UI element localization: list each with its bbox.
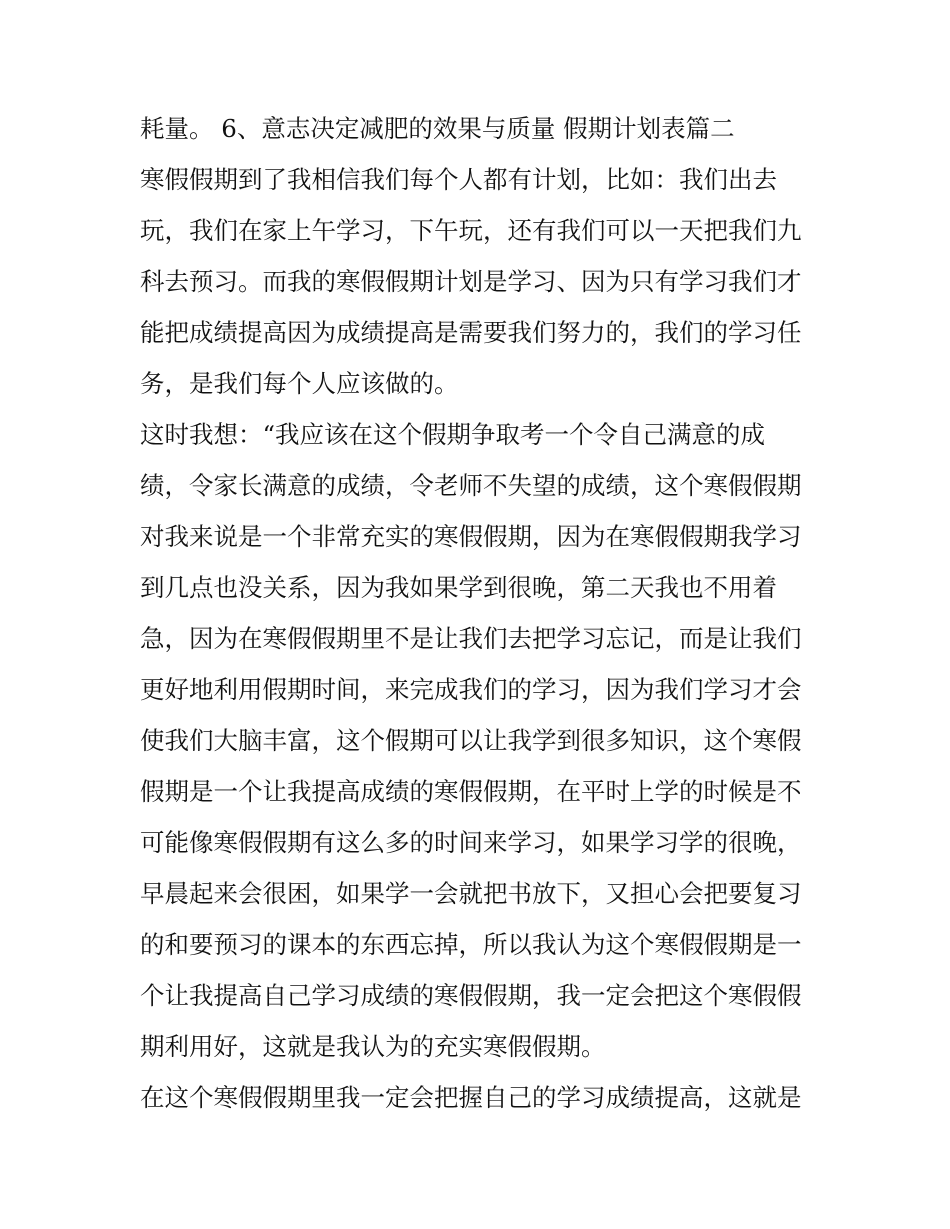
text-line: 早晨起来会很困，如果学一会就把书放下，又担心会把要复习	[140, 879, 802, 908]
text-line: 玩，我们在家上午学习，下午玩，还有我们可以一天把我们九	[140, 216, 802, 245]
text-line: 个让我提高自己学习成绩的寒假假期，我一定会把这个寒假假	[140, 981, 802, 1010]
text-line: 科去预习。而我的寒假假期计划是学习、因为只有学习我们才	[140, 267, 802, 296]
text-line: 这时我想：“我应该在这个假期争取考一个令自己满意的成	[140, 420, 766, 449]
text-line: 能把成绩提高因为成绩提高是需要我们努力的，我们的学习任	[140, 318, 802, 347]
text-line: 的和要预习的课本的东西忘掉，所以我认为这个寒假假期是一	[140, 930, 802, 959]
text-line: 期利用好，这就是我认为的充实寒假假期。	[140, 1032, 606, 1061]
text-line: 绩，令家长满意的成绩，令老师不失望的成绩，这个寒假假期	[140, 471, 802, 500]
text-line: 假期是一个让我提高成绩的寒假假期，在平时上学的时候是不	[140, 777, 802, 806]
text-line: 更好地利用假期时间，来完成我们的学习，因为我们学习才会	[140, 675, 802, 704]
text-line: 在这个寒假假期里我一定会把握自己的学习成绩提高，这就是	[140, 1083, 802, 1112]
text-line: 对我来说是一个非常充实的寒假假期，因为在寒假假期我学习	[140, 522, 802, 551]
text-line: 耗量。 6、意志决定减肥的效果与质量 假期计划表篇二	[140, 114, 735, 143]
text-line: 到几点也没关系，因为我如果学到很晚，第二天我也不用着	[140, 573, 777, 602]
text-line: 务，是我们每个人应该做的。	[140, 369, 459, 398]
document-body	[140, 108, 820, 1128]
text-line: 可能像寒假假期有这么多的时间来学习，如果学习学的很晚，	[140, 828, 802, 857]
text-line: 使我们大脑丰富，这个假期可以让我学到很多知识，这个寒假	[140, 726, 802, 755]
text-line: 急，因为在寒假假期里不是让我们去把学习忘记，而是让我们	[140, 624, 802, 653]
text-line: 寒假假期到了我相信我们每个人都有计划，比如：我们出去	[140, 165, 777, 194]
